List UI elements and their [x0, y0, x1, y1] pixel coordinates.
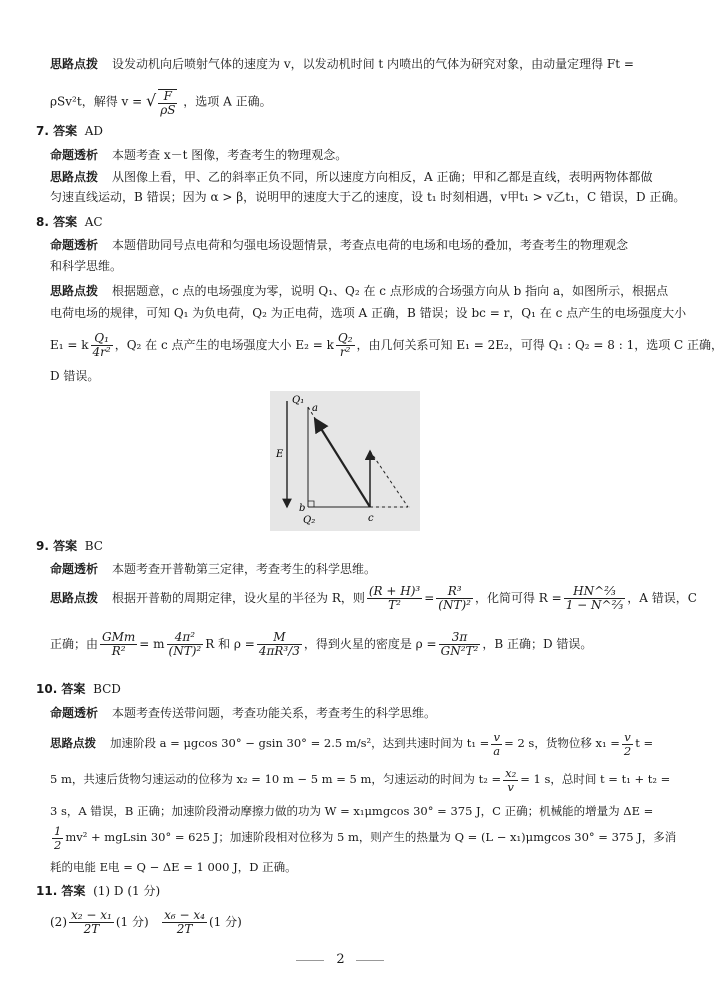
q8-hint-line4: D 错误。 — [50, 369, 100, 383]
q8-intent-line2: 和科学思维。 — [50, 259, 123, 273]
q9-intent: 命题透析 本题考查开普勒第三定律，考查考生的科学思维。 — [50, 562, 377, 576]
q10-answer: 10. 答案 BCD — [36, 682, 121, 696]
q6-hint-line2: ρSv²t，解得 v = √ $\frac{F}{\rho S}$ ，选项 A 正确。 — [50, 88, 272, 117]
q11-answer: 11. 答案 (1) D (1 分) — [36, 884, 161, 898]
q6-hint-line1: 思路点拨 设发动机向后喷射气体的速度为 v，以发动机时间 t 内喷出的气体为研究对象，由动量定理得 Ft = — [50, 57, 634, 71]
q10-hint-line3: 3 s，A 错误，B 正确；加速阶段滑动摩擦力做的功为 W = x₁μmgcos 30° = 375 J，C 正确；机械能的增量为 ΔE = — [50, 804, 654, 818]
sqrt-expression: √ $\frac{F}{\rho S}$ — [145, 88, 176, 117]
page-number: 2 — [336, 952, 345, 967]
q8-intent-line1: 命题透析 本题借助同号点电荷和匀强电场设题情景，考查点电荷的电场和电场的叠加，考查考生的物理观念 — [50, 238, 629, 252]
q8-hint-line1: 思路点拨 根据题意，c 点的电场强度为零，说明 Q₁、Q₂ 在 c 点形成的合场强方向从 b 指向 a，如图所示，根据点 — [50, 284, 669, 298]
q9-answer: 9. 答案 BC — [36, 539, 103, 553]
q8-hint-line2: 电荷电场的规律，可知 Q₁ 为负电荷，Q₂ 为正电荷，选项 A 正确，B 错误；设 bc = r，Q₁ 在 c 点产生的电场强度大小 — [50, 306, 687, 320]
q6-hint-label: 思路点拨 — [50, 57, 99, 71]
label-b: b — [299, 503, 306, 514]
q7-intent: 命题透析 本题考查 x－t 图像，考查考生的物理观念。 — [50, 148, 348, 162]
field-vector-figure — [270, 391, 420, 531]
q8-answer: 8. 答案 AC — [36, 215, 103, 229]
label-c: c — [368, 513, 374, 524]
q10-hint-line1: 思路点拨 加速阶段 a = μgcos 30° − gsin 30° = 2.5 m/s²，达到共速时间为 t₁ = $\frac{v}{a}$ = 2 s，货物位移 x₁ = $\frac{v}{2}$ t = — [50, 729, 654, 758]
q7-hint-line1: 思路点拨 从图像上看，甲、乙的斜率正负不同，所以速度方向相反，A 正确；甲和乙都是直线，表明两物体都做 — [50, 170, 653, 184]
q9-hint-line2: 正确；由 $\frac{\text{GMm}}{\text{R²}}$ = m $\frac{\text{4π²}}{\text{(NT)²}}$ R 和 ρ = $\frac{M}{\text{4πR³/3}}$ ，得到火星的密度是 ρ = $\frac{3\pi}{\text{GN²T²}}$ ，B 正确；D 错误。 — [50, 630, 593, 658]
label-q2: Q₂ — [303, 515, 316, 526]
q10-hint-line4: $\frac{1}{2}$ mv² + mgLsin 30° = 625 J；加速阶段相对位移为 5 m，则产生的热量为 Q = (L − x₁)μmgcos 30° = 375 J，多消 — [54, 823, 677, 852]
q7-hint-line2: 匀速直线运动，B 错误；因为 α > β，说明甲的速度大于乙的速度，设 t₁ 时刻相遇，v甲t₁ > v乙t₁，C 错误，D 正确。 — [50, 190, 686, 204]
label-e: E — [276, 449, 284, 460]
q10-hint-line5: 耗的电能 E电 = Q − ΔE = 1 000 J，D 正确。 — [50, 860, 297, 874]
label-q1: Q₁ — [292, 395, 305, 406]
q7-answer: 7. 答案 AD — [36, 124, 104, 138]
q10-intent: 命题透析 本题考查传送带问题，考查功能关系，考查考生的科学思维。 — [50, 706, 437, 720]
q8-hint-line3: E₁ = k $\frac{\text{Q₁}}{\text{4r²}}$ ，Q₂ 在 c 点产生的电场强度大小 E₂ = k $\frac{\text{Q₂}}{\text{r²}}$ ，由几何关系可知 E₁ = 2E₂，可得 Q₁ : Q₂ = 8 : 1，选项 C 正确， — [50, 331, 723, 359]
q9-hint-line1: 思路点拨 根据开普勒的周期定律，设火星的半径为 R，则 $\frac{\text{(R + H)³}}{\text{T²}}$ = $\frac{\text{R³}}{\text{(NT)²}}$ ，化简可得 R = $\frac{\text{HN\textasciicircum{}⅔}}{\text{1 − N\textasciicircum{}⅔}}$ ，A 错误，C — [50, 584, 697, 612]
label-a: a — [312, 403, 318, 414]
q11-part2: (2) $\frac{\text{x₂ − x₁}}{2T}$ (1 分) $\frac{\text{x₆ − x₄}}{2T}$ (1 分) — [50, 908, 242, 936]
q10-hint-line2: 5 m，共速后货物匀速运动的位移为 x₂ = 10 m − 5 m = 5 m，匀速运动的时间为 t₂ = $\frac{\text{x₂}}{v}$ = 1 s，总时间 t = t₁ + t₂ = — [50, 765, 671, 794]
